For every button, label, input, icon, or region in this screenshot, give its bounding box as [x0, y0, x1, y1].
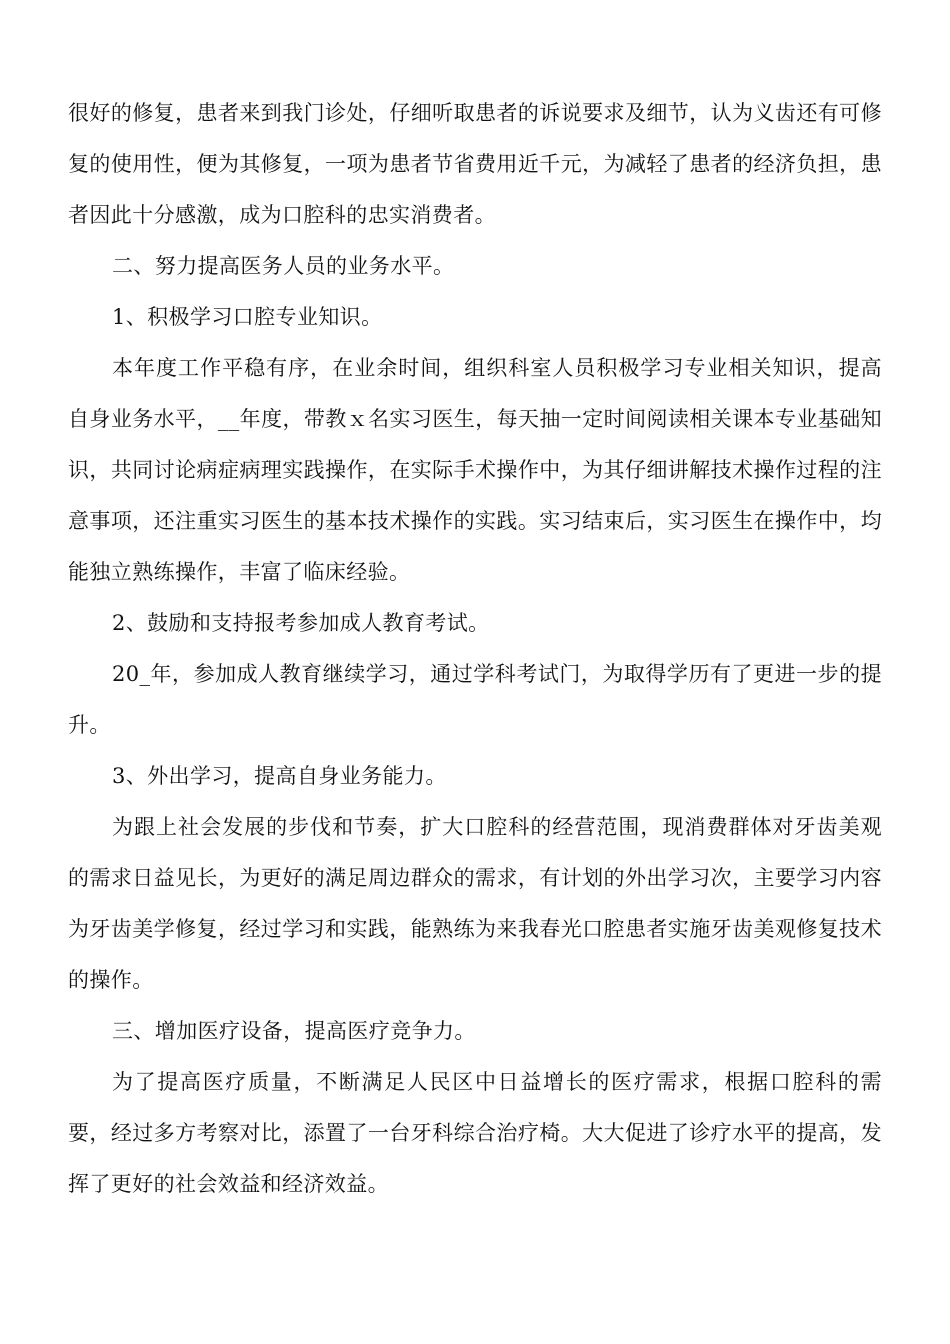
- paragraph-equipment: 为了提高医疗质量，不断满足人民区中日益增长的医疗需求，根据口腔科的需要，经过多方考察对比，添置了一台牙科综合治疗椅。大大促进了诊疗水平的提高，发挥了更好的社会效益和经济效益。: [68, 1070, 882, 1196]
- subheading-2-3: 3、外出学习，提高自身业务能力。: [112, 764, 447, 788]
- paragraph-external-study: 为跟上社会发展的步伐和节奏，扩大口腔科的经营范围，现消费群体对牙齿美观的需求日益见长，为更好的满足周边群众的需求，有计划的外出学习次，主要学习内容为牙齿美学修复，经过学习和实践，能熟练为来我春光口腔患者实施牙齿美观修复技术的操作。: [68, 815, 882, 992]
- paragraph-adult-education: 20_年，参加成人教育继续学习，通过学科考试门，为取得学历有了更进一步的提升。: [68, 662, 882, 737]
- paragraph-continuation: 很好的修复，患者来到我门诊处，仔细听取患者的诉说要求及细节，认为义齿还有可修复的使用性，便为其修复，一项为患者节省费用近千元，为减轻了患者的经济负担，患者因此十分感激，成为口腔科的忠实消费者。: [68, 101, 882, 227]
- section-heading-3: 三、增加医疗设备，提高医疗竞争力。: [112, 1019, 476, 1043]
- subheading-2-2: 2、鼓励和支持报考参加成人教育考试。: [112, 611, 490, 635]
- document-body: [68, 88, 882, 1210]
- subheading-2-1: 1、积极学习口腔专业知识。: [112, 305, 383, 329]
- section-heading-2: 二、努力提高医务人员的业务水平。: [112, 254, 455, 278]
- paragraph-professional-study: 本年度工作平稳有序，在业余时间，组织科室人员积极学习专业相关知识，提高自身业务水平，__年度，带教ｘ名实习医生，每天抽一定时间阅读相关课本专业基础知识，共同讨论病症病理实践操作，在实际手术操作中，为其仔细讲解技术操作过程的注意事项，还注重实习医生的基本技术操作的实践。实习结束后，实习医生在操作中，均能独立熟练操作，丰富了临床经验。: [68, 356, 882, 584]
